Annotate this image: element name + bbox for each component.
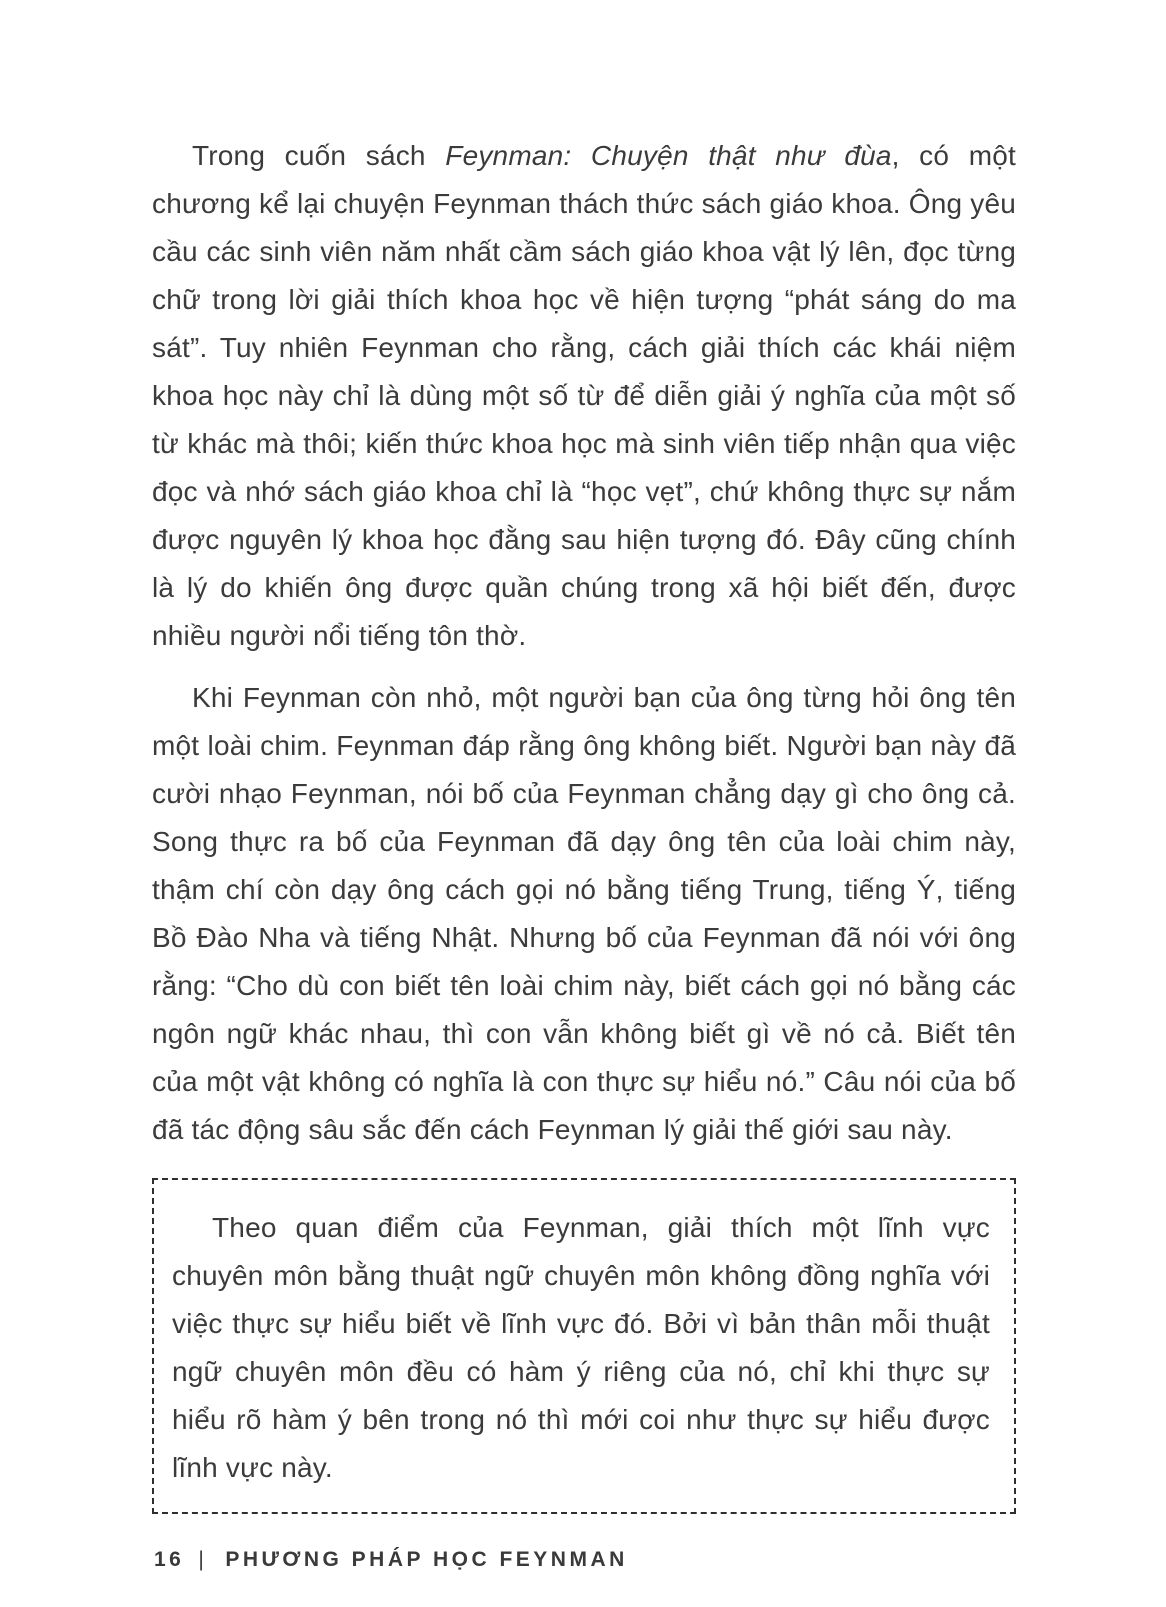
footer-book-title: PHƯƠNG PHÁP HỌC FEYNMAN xyxy=(225,1548,628,1571)
paragraph-1-rest: , có một chương kể lại chuyện Feynman thách thức sách giáo khoa. Ông yêu cầu các sinh viên năm nhất cầm sách giáo khoa vật lý lên, đọc từng chữ trong lời giải thích khoa học về hiện tượng “phát sáng do ma sát”. Tuy nhiên Feynman cho rằng, cách giải thích các khái niệm khoa học này chỉ là dùng một số từ để diễn giải ý nghĩa của một số từ khác mà thôi; kiến thức khoa học mà sinh viên tiếp nhận qua việc đọc và nhớ sách giáo khoa chỉ là “học vẹt”, chứ không thực sự nắm được nguyên lý khoa học đằng sau hiện tượng đó. Đây cũng chính là lý do khiến ông được quần chúng trong xã hội biết đến, được nhiều người nổi tiếng tôn thờ. xyxy=(152,140,1016,651)
page-number: 16 xyxy=(154,1548,185,1571)
callout-text: Theo quan điểm của Feynman, giải thích một lĩnh vực chuyên môn bằng thuật ngữ chuyên môn không đồng nghĩa với việc thực sự hiểu biết về lĩnh vực đó. Bởi vì bản thân mỗi thuật ngữ chuyên môn đều có hàm ý riêng của nó, chỉ khi thực sự hiểu rõ hàm ý bên trong nó thì mới coi như thực sự hiểu được lĩnh vực này. xyxy=(172,1212,990,1483)
paragraph-2: Khi Feynman còn nhỏ, một người bạn của ông từng hỏi ông tên một loài chim. Feynman đáp rằng ông không biết. Người bạn này đã cười nhạo Feynman, nói bố của Feynman chẳng dạy gì cho ông cả. Song thực ra bố của Feynman đã dạy ông tên của loài chim này, thậm chí còn dạy ông cách gọi nó bằng tiếng Trung, tiếng Ý, tiếng Bồ Đào Nha và tiếng Nhật. Nhưng bố của Feynman đã nói với ông rằng: “Cho dù con biết tên loài chim này, biết cách gọi nó bằng các ngôn ngữ khác nhau, thì con vẫn không biết gì về nó cả. Biết tên của một vật không có nghĩa là con thực sự hiểu nó.” Câu nói của bố đã tác động sâu sắc đến cách Feynman lý giải thế giới sau này. xyxy=(152,682,1016,1145)
page-content xyxy=(152,132,1016,1572)
paragraph-1-prefix: Trong cuốn sách xyxy=(192,140,446,171)
book-title-italic: Feynman: Chuyện thật như đùa xyxy=(445,140,892,171)
paragraph-1 xyxy=(152,132,1016,660)
footer-separator: | xyxy=(198,1548,208,1571)
callout-box xyxy=(152,1178,1016,1514)
page-footer xyxy=(154,1548,1016,1572)
